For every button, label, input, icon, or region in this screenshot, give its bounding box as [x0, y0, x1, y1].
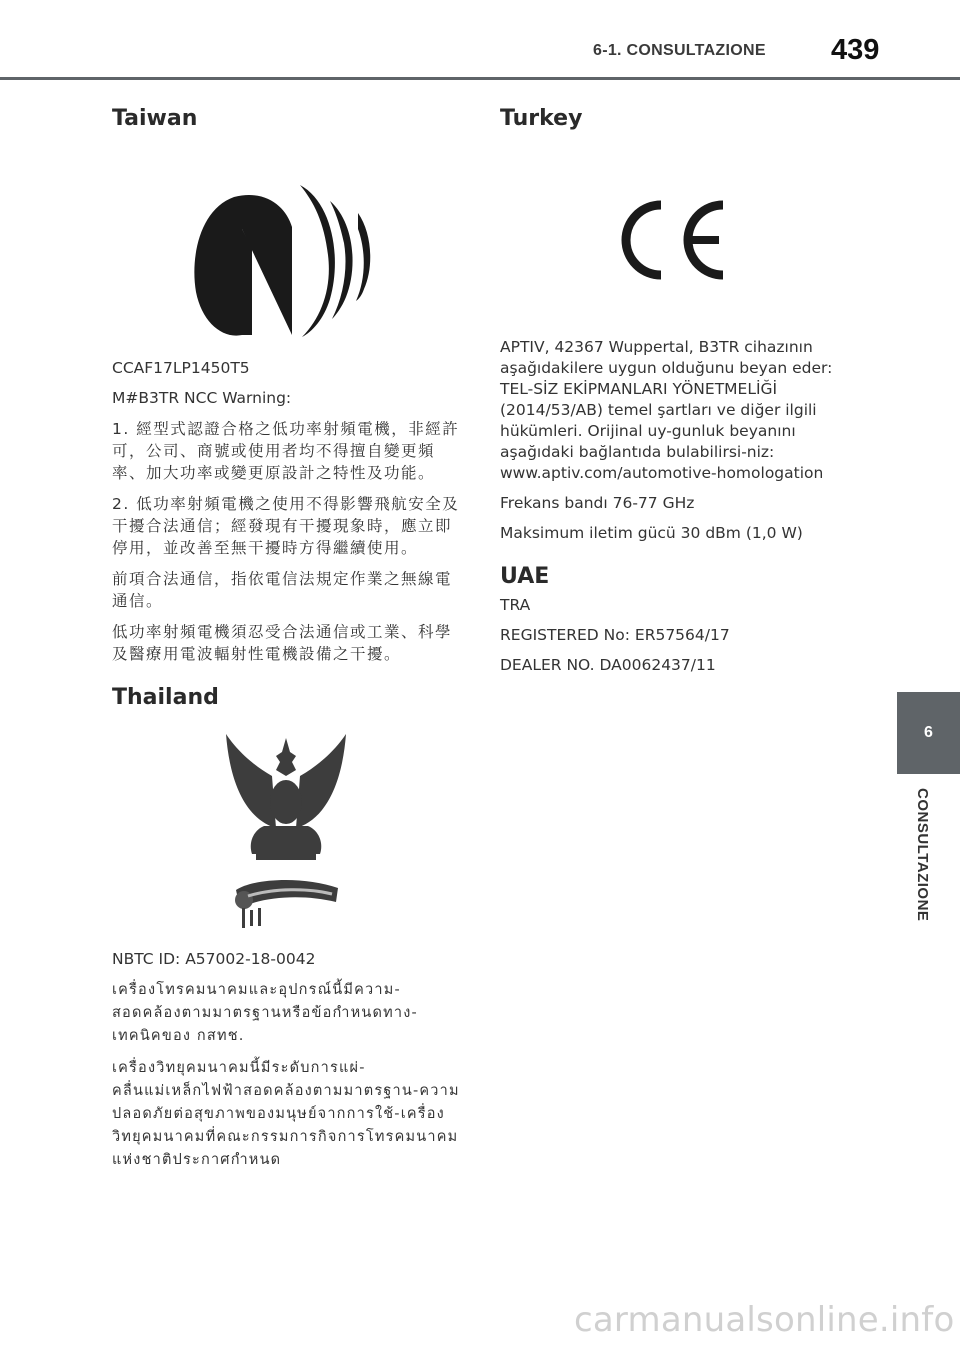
turkey-power: Maksimum iletim gücü 30 dBm (1,0 W) — [500, 524, 803, 542]
chapter-tab[interactable] — [897, 692, 960, 774]
ncc-warning-title: M#B3TR NCC Warning: — [112, 389, 292, 407]
uae-registered-number: REGISTERED No: ER57564/17 — [500, 626, 730, 644]
ncc-warning-3: 前項合法通信，指依電信法規定作業之無線電通信。 — [112, 570, 453, 610]
watermark-text: carmanualsonline.info — [574, 1300, 955, 1340]
right-column — [500, 100, 860, 685]
left-column — [112, 100, 460, 1181]
uae-authority: TRA — [500, 596, 531, 614]
turkey-heading: Turkey — [500, 106, 583, 131]
chapter-label: CONSULTAZIONE — [914, 788, 931, 922]
ncc-warning-1: 1. 經型式認證合格之低功率射頻電機，非經許可，公司、商號或使用者均不得擅自變更頻率、加大功率或變更原設計之特性及功能。 — [112, 420, 460, 482]
ncc-logo-icon — [182, 167, 377, 342]
turkey-frequency: Frekans bandı 76-77 GHz — [500, 494, 695, 512]
uae-heading: UAE — [500, 564, 550, 589]
thai-notice-2: เครื่องวิทยุคมนาคมนี้มีระดับการแผ่-คลื่นแม่เหล็กไฟฟ้าสอดคล้องตามมาตรฐาน-ความปลอดภัยต่อสุขภาพของมนุษย์จากการใช้-เครื่องวิทยุคมนาคมที่คณะกรรมการกิจการโทรคมนาคมแห่งชาติประกาศกำหนด — [112, 1060, 460, 1168]
garuda-emblem-icon — [224, 730, 349, 935]
section-title: 6-1. CONSULTAZIONE — [593, 42, 766, 59]
chapter-number: 6 — [924, 724, 933, 741]
ncc-warning-2: 2. 低功率射頻電機之使用不得影響飛航安全及干擾合法通信；經發現有干擾現象時，應立即停用，並改善至無干擾時方得繼續使用。 — [112, 495, 460, 557]
uae-dealer-number: DEALER NO. DA0062437/11 — [500, 656, 716, 674]
thai-notice-1: เครื่องโทรคมนาคมและอุปกรณ์นี้มีความ-สอดคล้องตามมาตรฐานหรือข้อกำหนดทาง-เทคนิคของ กสทช. — [112, 982, 418, 1044]
turkey-declaration: APTIV, 42367 Wuppertal, B3TR cihazının aşağıdakilere uygun olduğunu beyan eder: TEL-SİZ EKİPMANLARI YÖNETMELİĞİ (2014/53/AB) temel şartları ve diğer ilgili hükümleri. Orijinal uy-gunluk beyanını aşağıdaki bağlantıda bulabilirsi-niz: www.aptiv.com/automotive-homologation — [500, 338, 833, 482]
ncc-warning-4: 低功率射頻電機須忍受合法通信或工業、科學及醫療用電波輻射性電機設備之干擾。 — [112, 623, 453, 663]
taiwan-heading: Taiwan — [112, 106, 198, 131]
ncc-certification-id: CCAF17LP1450T5 — [112, 359, 250, 377]
page-number: 439 — [831, 34, 880, 66]
thailand-heading: Thailand — [112, 685, 219, 710]
nbtc-id: NBTC ID: A57002-18-0042 — [112, 950, 316, 968]
header-rule — [0, 77, 960, 80]
ce-mark-icon — [613, 199, 733, 281]
